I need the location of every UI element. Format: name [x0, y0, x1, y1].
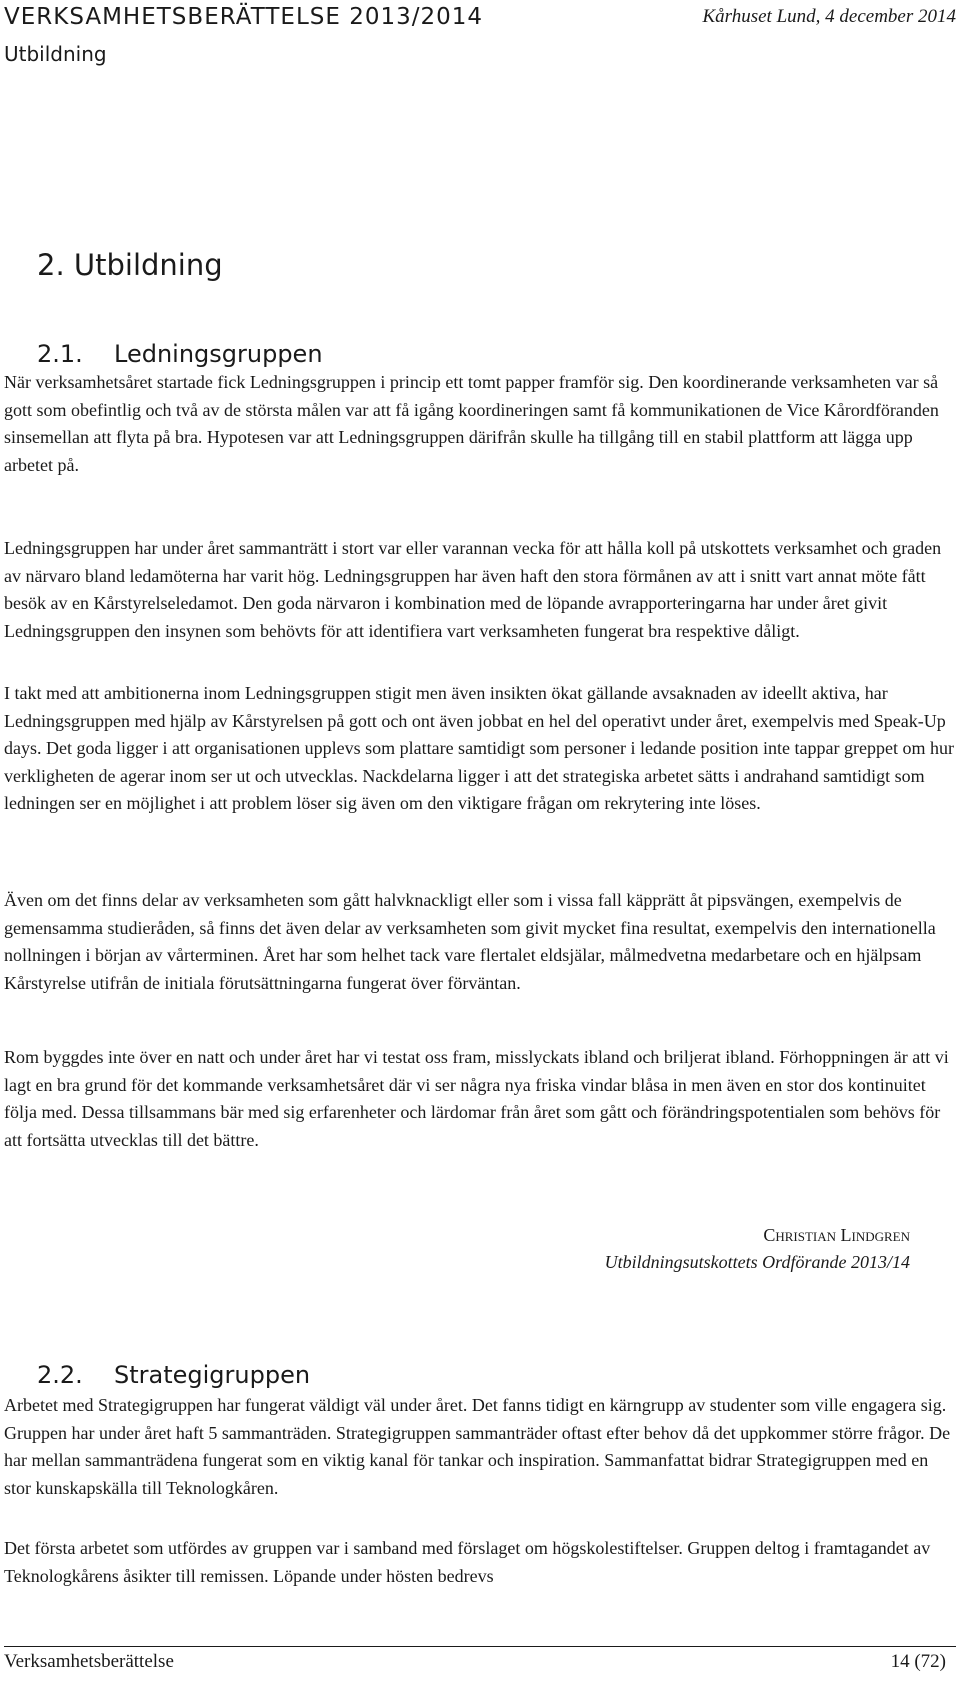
section-heading-ledningsgruppen	[37, 340, 323, 368]
section-number: 2.2.	[37, 1361, 83, 1389]
paragraph: Ledningsgruppen har under året sammanträtt i stort var eller varannan vecka för att hålla koll på utskottets verksamhet och graden av närvaro bland ledamöterna har varit hög. Ledningsgruppen har även haft den stora förmånen av att i snitt vart annat möte fått besök av en Kårstyrelseledamot. Den goda närvaron i kombination med de löpande avrapporteringarna har under året givit Ledningsgruppen den insynen som behövts för att identifiera vart verksamheten fungerat bra respektive dåligt.	[4, 538, 942, 641]
paragraph: Det första arbetet som utfördes av gruppen var i samband med förslaget om högskolestiftelser. Gruppen deltog i framtagandet av Teknologkårens åsikter till remissen. Löpande under hösten bedrevs	[4, 1538, 931, 1586]
section-heading-strategigruppen	[37, 1361, 310, 1389]
footer-divider	[4, 1646, 956, 1647]
paragraph: I takt med att ambitionerna inom Ledningsgruppen stigit men även insikten ökat gällande avsaknaden av ideellt aktiva, har Ledningsgruppen med hjälp av Kårstyrelsen på gott och ont även jobbat en hel del operativt under året, exempelvis med Speak-Up days. Det goda ligger i att organisationen upplevs som plattare samtidigt som personer i ledande position inte tappar greppet om hur verkligheten de agerar inom ser ut och utvecklas. Nackdelarna ligger i att det strategiska arbetet sätts i andrahand samtidigt som ledningen ser en möjlighet i att problem löser sig även om den viktigare frågan om rekrytering inte löses.	[4, 683, 954, 813]
section-number: 2.1.	[37, 340, 83, 368]
chapter-heading: 2. Utbildning	[37, 248, 223, 282]
section-title: Ledningsgruppen	[114, 340, 323, 368]
running-header-section: Utbildning	[4, 42, 107, 66]
footer-title: Verksamhetsberättelse	[4, 1651, 174, 1672]
signature-role: Utbildningsutskottets Ordförande 2013/14	[604, 1252, 910, 1272]
signature-name: Christian Lindgren	[763, 1225, 910, 1245]
page-number: 14 (72)	[890, 1651, 946, 1672]
paragraph: Rom byggdes inte över en natt och under året har vi testat oss fram, misslyckats ibland och briljerat ibland. Förhoppningen är att vi lagt en bra grund för det kommande verksamhetsåret där vi ser några nya friska vindar blåsa in men även en stor dos kontinuitet följa med. Dessa tillsammans bär med sig erfarenheter och lärdomar från året som gått och förändringspotentialen som behövs för att fortsätta utvecklas till det bättre.	[4, 1047, 949, 1150]
section-title: Strategigruppen	[114, 1361, 311, 1389]
paragraph: Även om det finns delar av verksamheten som gått halvknackligt eller som i vissa fall käpprätt åt pipsvängen, exempelvis de gemensamma studieråden, så finns det även delar av verksamheten som givit mycket fina resultat, exempelvis den internationella nollningen i början av vårterminen. Året har som helhet tack vare flertalet eldsjälar, målmedvetna medarbetare och en hjälpsam Kårstyrelse utifrån de initiala förutsättningarna fungerat över förväntan.	[4, 890, 936, 993]
paragraph: När verksamhetsåret startade fick Ledningsgruppen i princip ett tomt papper framför sig. Den koordinerande verksamheten var så gott som obefintlig och två av de största målen var att få igång koordineringen samt få kommunikationen de Vice Kårordföranden sinsemellan att flyta på bra. Hypotesen var att Ledningsgruppen därifrån skulle ha tillgång till en stabil plattform att lägga upp arbetet på.	[4, 372, 939, 475]
paragraph: Arbetet med Strategigruppen har fungerat väldigt väl under året. Det fanns tidigt en kärngrupp av studenter som ville engagera sig. Gruppen har under året haft 5 sammanträden. Strategigruppen sammanträder oftast efter behov då det uppkommer större frågor. De har mellan sammanträdena fungerat som en viktig kanal för tankar och inspiration. Sammanfattat bidrar Strategigruppen med en stor kunskapskälla till Teknologkåren.	[4, 1395, 951, 1498]
running-header-meeting: Kårhuset Lund, 4 december 2014	[702, 6, 956, 27]
running-header-title: VERKSAMHETSBERÄTTELSE 2013/2014	[4, 4, 484, 30]
